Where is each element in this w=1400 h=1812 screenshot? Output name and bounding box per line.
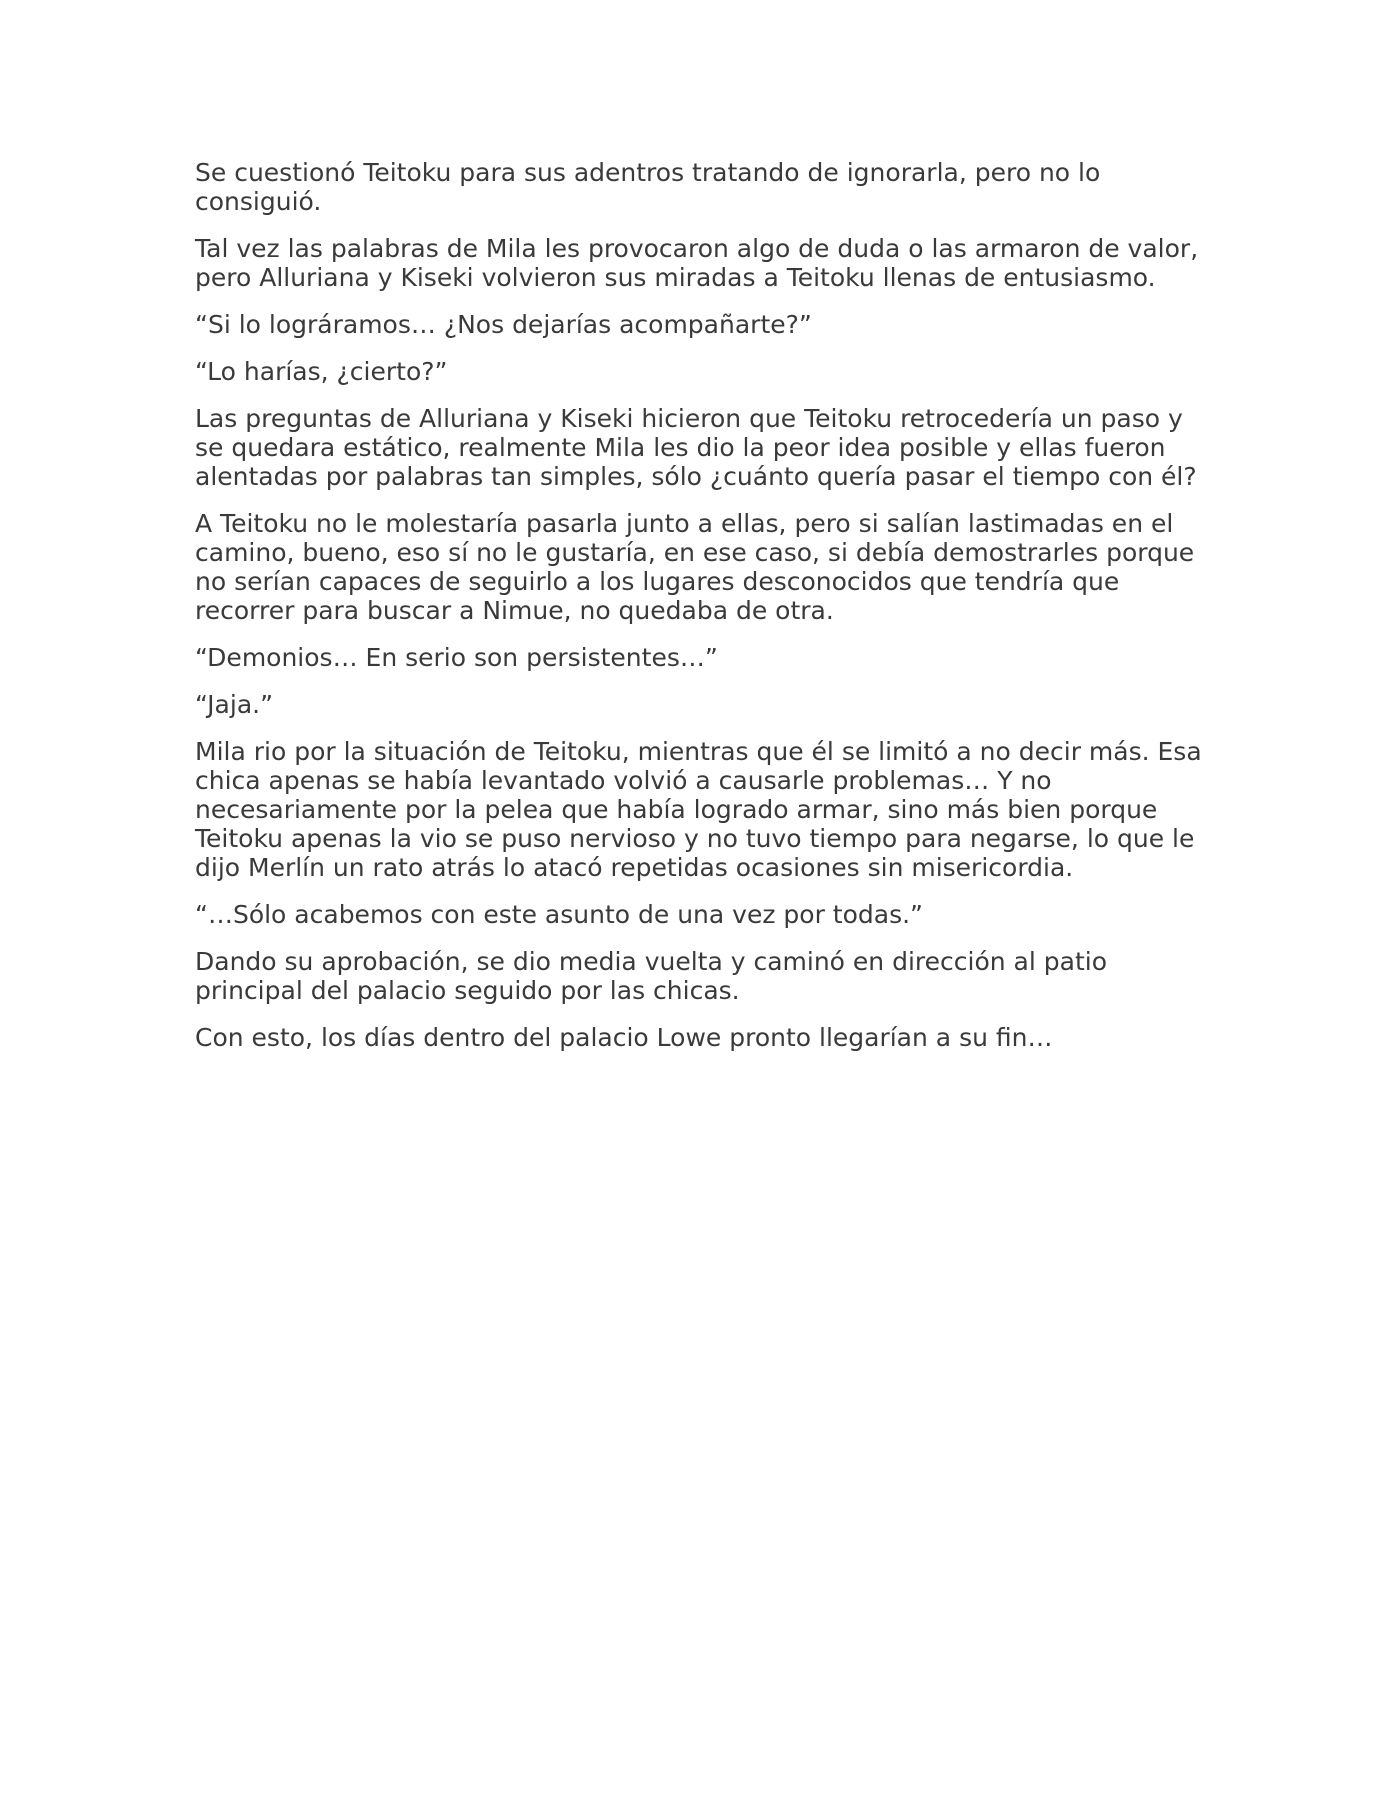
paragraph: Tal vez las palabras de Mila les provocaron algo de duda o las armaron de valor, pero Alluriana y Kiseki volvieron sus miradas a Teitoku llenas de entusiasmo. [195,234,1199,292]
dialogue-paragraph: “Demonios… En serio son persistentes…” [195,643,718,672]
dialogue-paragraph: “Si lo lográramos… ¿Nos dejarías acompañarte?” [195,310,812,339]
paragraph: Con esto, los días dentro del palacio Lowe pronto llegarían a su fin… [195,1023,1053,1052]
dialogue-paragraph: “Jaja.” [195,690,274,719]
paragraph: Dando su aprobación, se dio media vuelta y caminó en dirección al patio principal del palacio seguido por las chicas. [195,947,1107,1005]
dialogue-paragraph: “…Sólo acabemos con este asunto de una vez por todas.” [195,900,924,929]
paragraph: Las preguntas de Alluriana y Kiseki hicieron que Teitoku retrocedería un paso y se quedara estático, realmente Mila les dio la peor idea posible y ellas fueron alentadas por palabras tan simples, sólo ¿cuánto quería pasar el tiempo con él? [195,404,1197,491]
document-body [195,158,1215,1070]
paragraph: Mila rio por la situación de Teitoku, mientras que él se limitó a no decir más. Esa chica apenas se había levantado volvió a causarle problemas… Y no necesariamente por la pelea que había logrado armar, sino más bien porque Teitoku apenas la vio se puso nervioso y no tuvo tiempo para negarse, lo que le dijo Merlín un rato atrás lo atacó repetidas ocasiones sin misericordia. [195,737,1202,882]
dialogue-paragraph: “Lo harías, ¿cierto?” [195,357,448,386]
paragraph: Se cuestionó Teitoku para sus adentros tratando de ignorarla, pero no lo consiguió. [195,158,1101,216]
paragraph: A Teitoku no le molestaría pasarla junto a ellas, pero si salían lastimadas en el camino, bueno, eso sí no le gustaría, en ese caso, si debía demostrarles porque no serían capaces de seguirlo a los lugares desconocidos que tendría que recorrer para buscar a Nimue, no quedaba de otra. [195,509,1195,625]
